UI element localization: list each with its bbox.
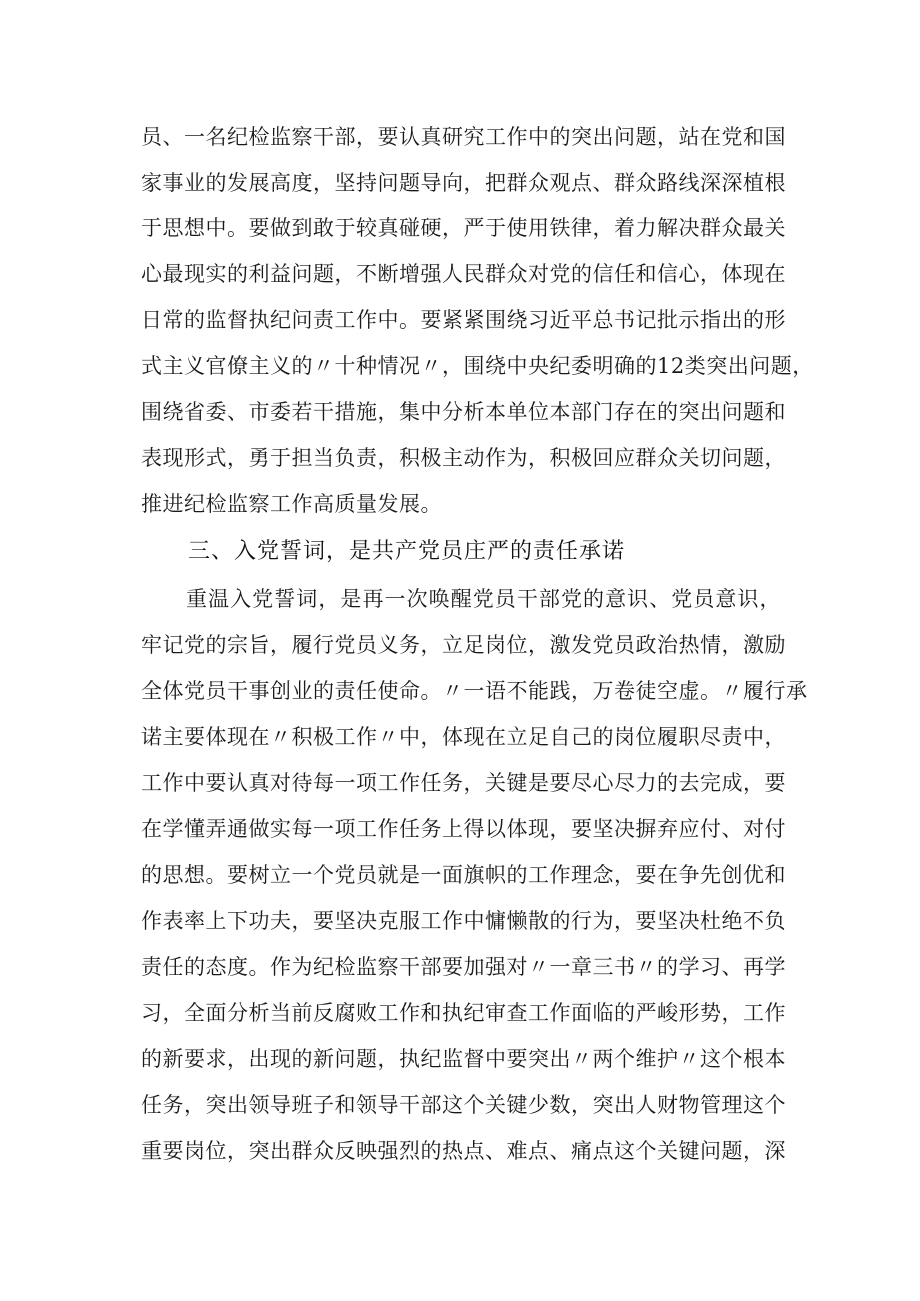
paragraph-line: 作表率上下功夫，要坚决克服工作中慵懒散的行为，要坚决杜绝不负 [141, 909, 786, 933]
paragraph-line: 心最现实的利益问题，不断增强人民群众对党的信任和信心，体现在 [141, 262, 786, 286]
paragraph-line: 的新要求，出现的新问题，执纪监督中要突出〃两个维护〃这个根本 [141, 1047, 786, 1071]
paragraph-line: 表现形式，勇于担当负责，积极主动作为，积极回应群众关切问题， [141, 446, 786, 470]
paragraph-line: 的思想。要树立一个党员就是一面旗帜的工作理念，要在争先创优和 [141, 863, 786, 887]
paragraph-line: 式主义官僚主义的〃十种情况〃，围绕中央纪委明确的12类突出问题， [141, 354, 814, 378]
paragraph-line: 全体党员干事创业的责任使命。〃一语不能践，万卷徒空虚。〃履行承 [141, 679, 808, 703]
paragraph-line: 习，全面分析当前反腐败工作和执纪审查工作面临的严峻形势，工作 [141, 1001, 786, 1025]
paragraph-line: 家事业的发展高度，坚持问题导向，把群众观点、群众路线深深植根 [141, 171, 786, 195]
paragraph-line: 工作中要认真对待每一项工作任务，关键是要尽心尽力的去完成，要 [141, 771, 786, 795]
paragraph-line: 日常的监督执纪问责工作中。要紧紧围绕习近平总书记批示指出的形 [141, 308, 786, 332]
paragraph-line: 诺主要体现在〃积极工作〃中，体现在立足自己的岗位履职尽责中， [141, 725, 786, 749]
paragraph-line: 围绕省委、市委若干措施，集中分析本单位本部门存在的突出问题和 [141, 400, 786, 424]
paragraph-line: 员、一名纪检监察干部，要认真研究工作中的突出问题，站在党和国 [141, 125, 786, 149]
paragraph-line: 于思想中。要做到敢于较真碰硬，严于使用铁律，着力解决群众最关 [141, 216, 786, 240]
section-heading: 三、入党誓词，是共产党员庄严的责任承诺 [188, 539, 626, 564]
paragraph-line: 任务，突出领导班子和领导干部这个关键少数，突出人财物管理这个 [141, 1093, 786, 1117]
paragraph-line: 牢记党的宗旨，履行党员义务，立足岗位，激发党员政治热情，激励 [141, 633, 786, 657]
paragraph-line: 重温入党誓词，是再一次唤醒党员干部党的意识、党员意识， [186, 587, 781, 611]
paragraph-line: 推进纪检监察工作高质量发展。 [141, 492, 442, 516]
paragraph-line: 责任的态度。作为纪检监察干部要加强对〃一章三书〃的学习、再学 [141, 955, 786, 979]
paragraph-line: 重要岗位，突出群众反映强烈的热点、难点、痛点这个关键问题，深 [141, 1139, 786, 1163]
paragraph-line: 在学懂弄通做实每一项工作任务上得以体现，要坚决摒弃应付、对付 [141, 817, 786, 841]
